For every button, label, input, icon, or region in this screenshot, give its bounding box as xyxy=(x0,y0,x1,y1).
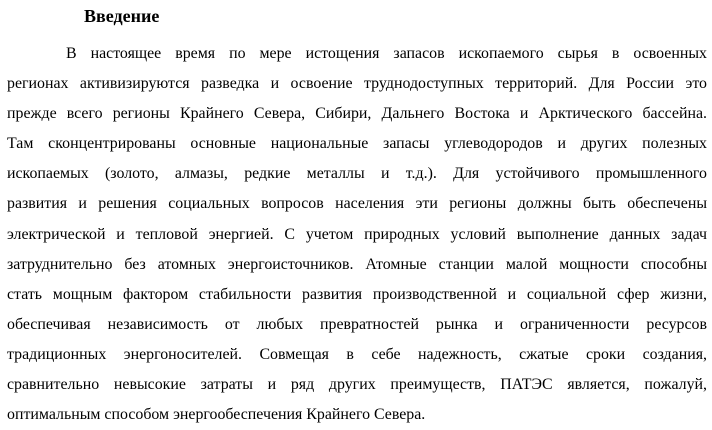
paragraph-line: стать мощным фактором стабильности развития производственной и социальной сфер жизни, xyxy=(7,285,707,303)
paragraph-line: Там сконцентрированы основные национальные запасы углеводородов и других полезных xyxy=(7,135,707,153)
paragraph-line: прежде всего регионы Крайнего Севера, Сибири, Дальнего Востока и Арктического бассейна. xyxy=(7,105,707,123)
paragraph-line: затруднительно без атомных энергоисточников. Атомные станции малой мощности способны xyxy=(7,255,707,273)
paragraph-line: обеспечивая независимость от любых превратностей рынка и ограниченности ресурсов xyxy=(7,315,707,333)
paragraph-line: электрической и тепловой энергией. С учетом природных условий выполнение данных задач xyxy=(7,225,707,243)
paragraph-line: сравнительно невысокие затраты и ряд других преимуществ, ПАТЭС является, пожалуй, xyxy=(7,376,707,394)
paragraph-line-last: оптимальным способом энергообеспечения Крайнего Севера. xyxy=(7,406,426,424)
paragraph-line: В настоящее время по мере истощения запасов ископаемого сырья в освоенных xyxy=(66,45,707,62)
paragraph-line: ископаемых (золото, алмазы, редкие металлы и т.д.). Для устойчивого промышленного xyxy=(7,165,707,183)
body-paragraph xyxy=(7,39,707,430)
paragraph-line: традиционных энергоносителей. Совмещая в себе надежность, сжатые сроки создания, xyxy=(7,345,707,363)
paragraph-line: регионах активизируются разведка и освоение труднодоступных территорий. Для России это xyxy=(7,75,707,93)
section-heading: Введение xyxy=(84,6,160,26)
paragraph-line: развития и решения социальных вопросов населения эти регионы должны быть обеспечены xyxy=(7,195,707,213)
